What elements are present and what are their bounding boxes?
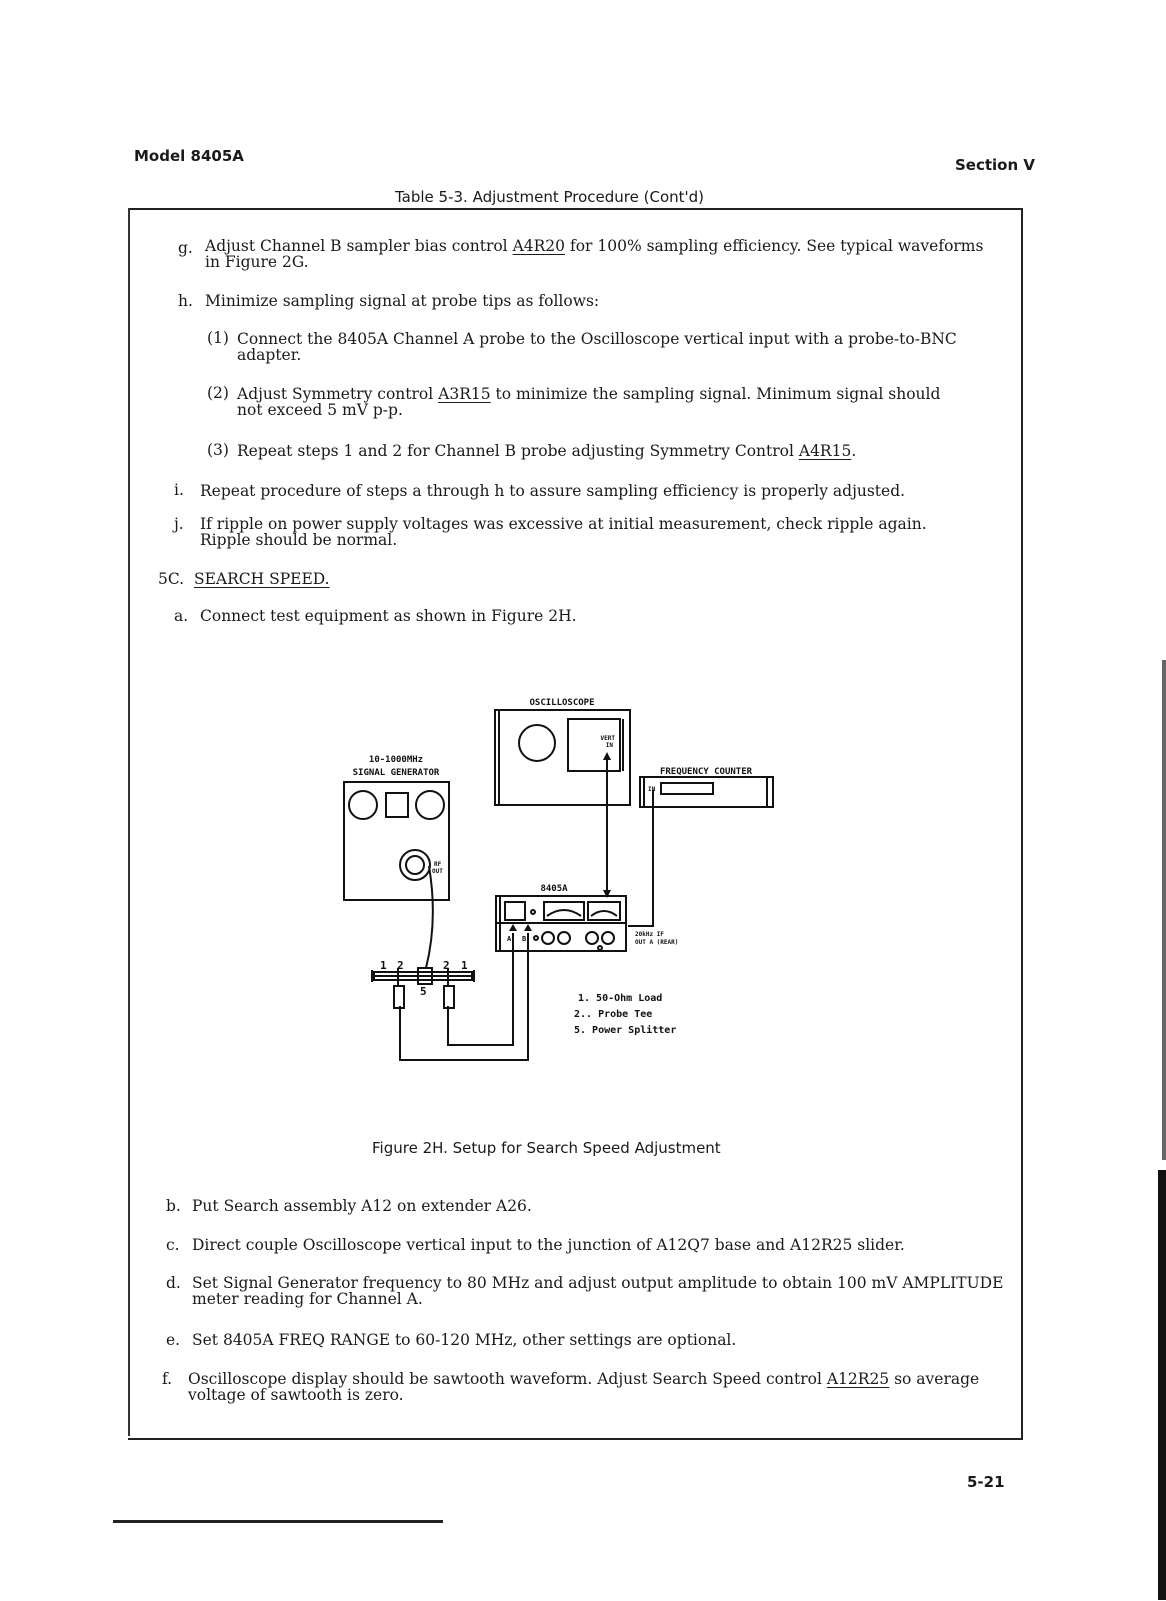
counter-in-label: IN (648, 786, 656, 793)
ref-a3r15: A3R15 (438, 385, 491, 403)
oscilloscope-label: OSCILLOSCOPE (529, 698, 595, 708)
step-h-letter: h. (178, 292, 193, 310)
substep-3-num: (3) (207, 441, 229, 459)
step-f-text: Oscilloscope display should be sawtooth waveform. Adjust Search Speed control A12R25 so average voltage of sawtooth is zero. (188, 1370, 980, 1404)
step-e-letter: e. (166, 1331, 181, 1349)
step-h-text: Minimize sampling signal at probe tips as follows: (205, 292, 600, 310)
ref-a12r25: A12R25 (826, 1370, 890, 1388)
step-g-text: Adjust Channel B sampler bias control A4R20 for 100% sampling efficiency. See typical waveforms in Figure 2G. (205, 237, 984, 271)
vert-in-label-1: VERT (600, 735, 615, 742)
step-a-text: Connect test equipment as shown in Figure 2H. (200, 607, 577, 625)
substep-3-text: Repeat steps 1 and 2 for Channel B probe adjusting Symmetry Control A4R15. (237, 442, 857, 460)
substep-2-text: Adjust Symmetry control A3R15 to minimize the sampling signal. Minimum signal should not exceed 5 mV p-p. (237, 385, 941, 419)
step-g (178, 240, 193, 256)
step-j-text: If ripple on power supply voltages was excessive at initial measurement, check ripple again. Ripple should be normal. (200, 515, 927, 549)
ref-a4r20: A4R20 (512, 237, 566, 255)
step-a-letter: a. (174, 607, 189, 625)
step-c-letter: c. (166, 1236, 180, 1254)
substep-1-num: (1) (207, 329, 229, 347)
step-j-letter: j. (174, 515, 184, 533)
model-label: Model 8405A (134, 147, 244, 165)
splitter-mark: 5 (420, 985, 427, 998)
step-d-text: Set Signal Generator frequency to 80 MHz and adjust output amplitude to obtain 100 mV AMPLITUDE meter reading for Channel A. (192, 1274, 1004, 1308)
rf-out-label-1: RF (434, 861, 442, 868)
legend-item: 2.. Probe Tee (574, 1009, 653, 1020)
counter-label: FREQUENCY COUNTER (659, 767, 753, 777)
legend-item: 5. Power Splitter (574, 1025, 677, 1036)
probe-b-label: B (522, 935, 527, 943)
ref-a4r15: A4R15 (798, 442, 852, 460)
splitter-mark: 1 (380, 959, 387, 972)
section-label: Section V (955, 156, 1035, 174)
table-frame-left-edge (128, 208, 130, 1436)
vert-in-label-2: IN (605, 742, 613, 749)
signal-generator-box (344, 782, 449, 900)
step-f-letter: f. (162, 1370, 173, 1388)
step-i-text: Repeat procedure of steps a through h to assure sampling efficiency is properly adjusted. (200, 482, 906, 500)
step-b-letter: b. (166, 1197, 181, 1215)
cable-probe-a (448, 933, 513, 1045)
generator-label-1: 10-1000MHz (368, 755, 424, 765)
step-b-text: Put Search assembly A12 on extender A26. (192, 1197, 532, 1215)
probe-a-label: A (507, 935, 512, 943)
unit-label: 8405A (540, 884, 568, 894)
probe-tee-left (394, 986, 404, 1008)
splitter-mark: 2 (443, 959, 450, 972)
oscilloscope-screen-icon (519, 725, 555, 761)
cable-counter (628, 790, 653, 926)
figure-caption: Figure 2H. Setup for Search Speed Adjustment (372, 1139, 721, 1157)
setup-diagram (330, 690, 790, 1070)
bottom-rule (113, 1520, 443, 1523)
rf-out-label-2: OUT (432, 868, 443, 875)
splitter-mark: 1 (461, 959, 468, 972)
legend-item: 1. 50-Ohm Load (578, 993, 663, 1004)
frequency-counter-box (640, 777, 773, 807)
probe-tee-right (444, 986, 454, 1008)
step-i-letter: i. (174, 481, 184, 499)
step-c-text: Direct couple Oscilloscope vertical input to the junction of A12Q7 base and A12R25 slider. (192, 1236, 905, 1254)
generator-label-2: SIGNAL GENERATOR (352, 768, 440, 778)
scan-edge-bar (1158, 1170, 1166, 1600)
rf-out-connector-icon (400, 850, 430, 880)
section-5c-title: SEARCH SPEED. (194, 570, 330, 588)
step-letter: g. (178, 239, 193, 257)
cable-rf-out (426, 866, 433, 968)
step-d-letter: d. (166, 1274, 181, 1292)
step-e-text: Set 8405A FREQ RANGE to 60-120 MHz, other settings are optional. (192, 1331, 737, 1349)
page-number: 5-21 (967, 1473, 1005, 1491)
splitter-mark: 2 (397, 959, 404, 972)
scan-edge-line (1162, 660, 1166, 1160)
substep-1-text: Connect the 8405A Channel A probe to the Oscilloscope vertical input with a probe-to-BNC adapter. (237, 330, 957, 364)
table-title: Table 5-3. Adjustment Procedure (Cont'd) (395, 188, 705, 206)
substep-2-num: (2) (207, 384, 229, 402)
section-5c-num: 5C. (158, 570, 185, 588)
if-out-label-2: OUT A (REAR) (635, 939, 679, 946)
if-out-label-1: 20kHz IF (635, 931, 664, 938)
